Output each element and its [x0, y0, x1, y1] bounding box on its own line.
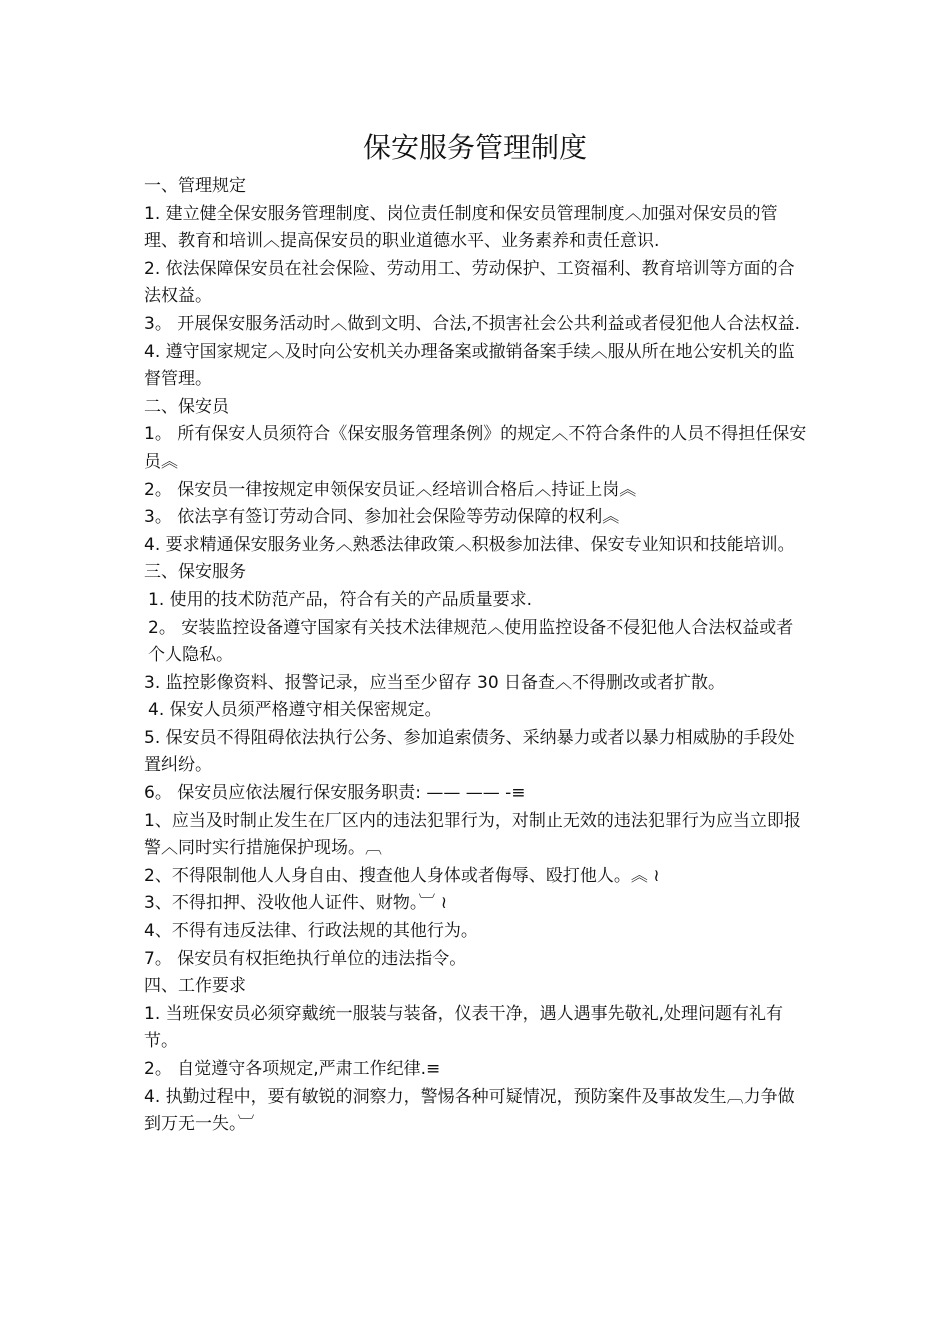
- section-heading: 二、保安员: [144, 396, 229, 417]
- paragraph: 5. 保安员不得阻碍依法执行公务、参加追索债务、采纳暴力或者以暴力相威胁的手段处置纠纷。: [144, 727, 795, 776]
- document-title: 保安服务管理制度: [362, 131, 587, 164]
- paragraph: 4. 保安人员须严格遵守相关保密规定。: [148, 700, 442, 721]
- paragraph: 2。 保安员一律按规定申领保安员证︿经培训合格后︿持证上岗︽: [144, 479, 637, 500]
- paragraph: 3. 监控影像资料、报警记录，应当至少留存 30 日备查︿不得删改或者扩散。: [144, 672, 726, 693]
- paragraph: 4、不得有违反法律、行政法规的其他行为。: [144, 921, 478, 942]
- paragraph: 1. 建立健全保安服务管理制度、岗位责任制度和保安员管理制度︿加强对保安员的管理、教育和培训︿提高保安员的职业道德水平、业务素养和责任意识.: [144, 203, 778, 252]
- paragraph: 1. 当班保安员必须穿戴统一服装与装备，仪表干净，遇人遇事先敬礼,处理问题有礼有节。: [144, 1003, 784, 1052]
- paragraph: 2、不得限制他人人身自由、搜查他人身体或者侮辱、殴打他人。︽ ≀: [144, 865, 660, 886]
- paragraph: 3。 开展保安服务活动时︿做到文明、合法,不损害社会公共利益或者侵犯他人合法权益.: [144, 313, 801, 334]
- paragraph: 4. 要求精通保安服务业务︿熟悉法律政策︿积极参加法律、保安专业知识和技能培训。: [144, 534, 795, 555]
- paragraph: 1、应当及时制止发生在厂区内的违法犯罪行为，对制止无效的违法犯罪行为应当立即报警︿同时实行措施保护现场。︹: [144, 810, 801, 859]
- document-body: [144, 173, 809, 1139]
- paragraph: 2. 依法保障保安员在社会保险、劳动用工、劳动保护、工资福利、教育培训等方面的合法权益。: [144, 258, 795, 307]
- section-heading: 四、工作要求: [144, 976, 246, 997]
- paragraph: 7。 保安员有权拒绝执行单位的违法指令。: [144, 948, 467, 969]
- paragraph: 1。 所有保安人员须符合《保安服务管理条例》的规定︿不符合条件的人员不得担任保安员︽: [144, 424, 807, 472]
- paragraph: 6。 保安员应依法履行保安服务职责: —— —— -≡: [144, 783, 526, 804]
- paragraph: 2。 安装监控设备遵守国家有关技术法律规范︿使用监控设备不侵犯他人合法权益或者个人隐私。: [148, 617, 794, 666]
- paragraph: 4. 遵守国家规定︿及时向公安机关办理备案或撤销备案手续︿服从所在地公安机关的监督管理。: [144, 341, 795, 390]
- paragraph: 3。 依法享有签订劳动合同、参加社会保险等劳动保障的权利︽: [144, 507, 620, 528]
- paragraph: 1. 使用的技术防范产品，符合有关的产品质量要求.: [148, 589, 533, 610]
- section-heading: 一、管理规定: [144, 176, 246, 196]
- paragraph: 2。 自觉遵守各项规定,严肃工作纪律.≡: [144, 1059, 441, 1079]
- section-heading: 三、保安服务: [144, 562, 246, 583]
- paragraph: 4. 执勤过程中，要有敏锐的洞察力，警惕各种可疑情况，预防案件及事故发生︹力争做到万无一失。︺: [144, 1086, 795, 1135]
- paragraph: 3、不得扣押、没收他人证件、财物。︺ ≀: [144, 893, 448, 914]
